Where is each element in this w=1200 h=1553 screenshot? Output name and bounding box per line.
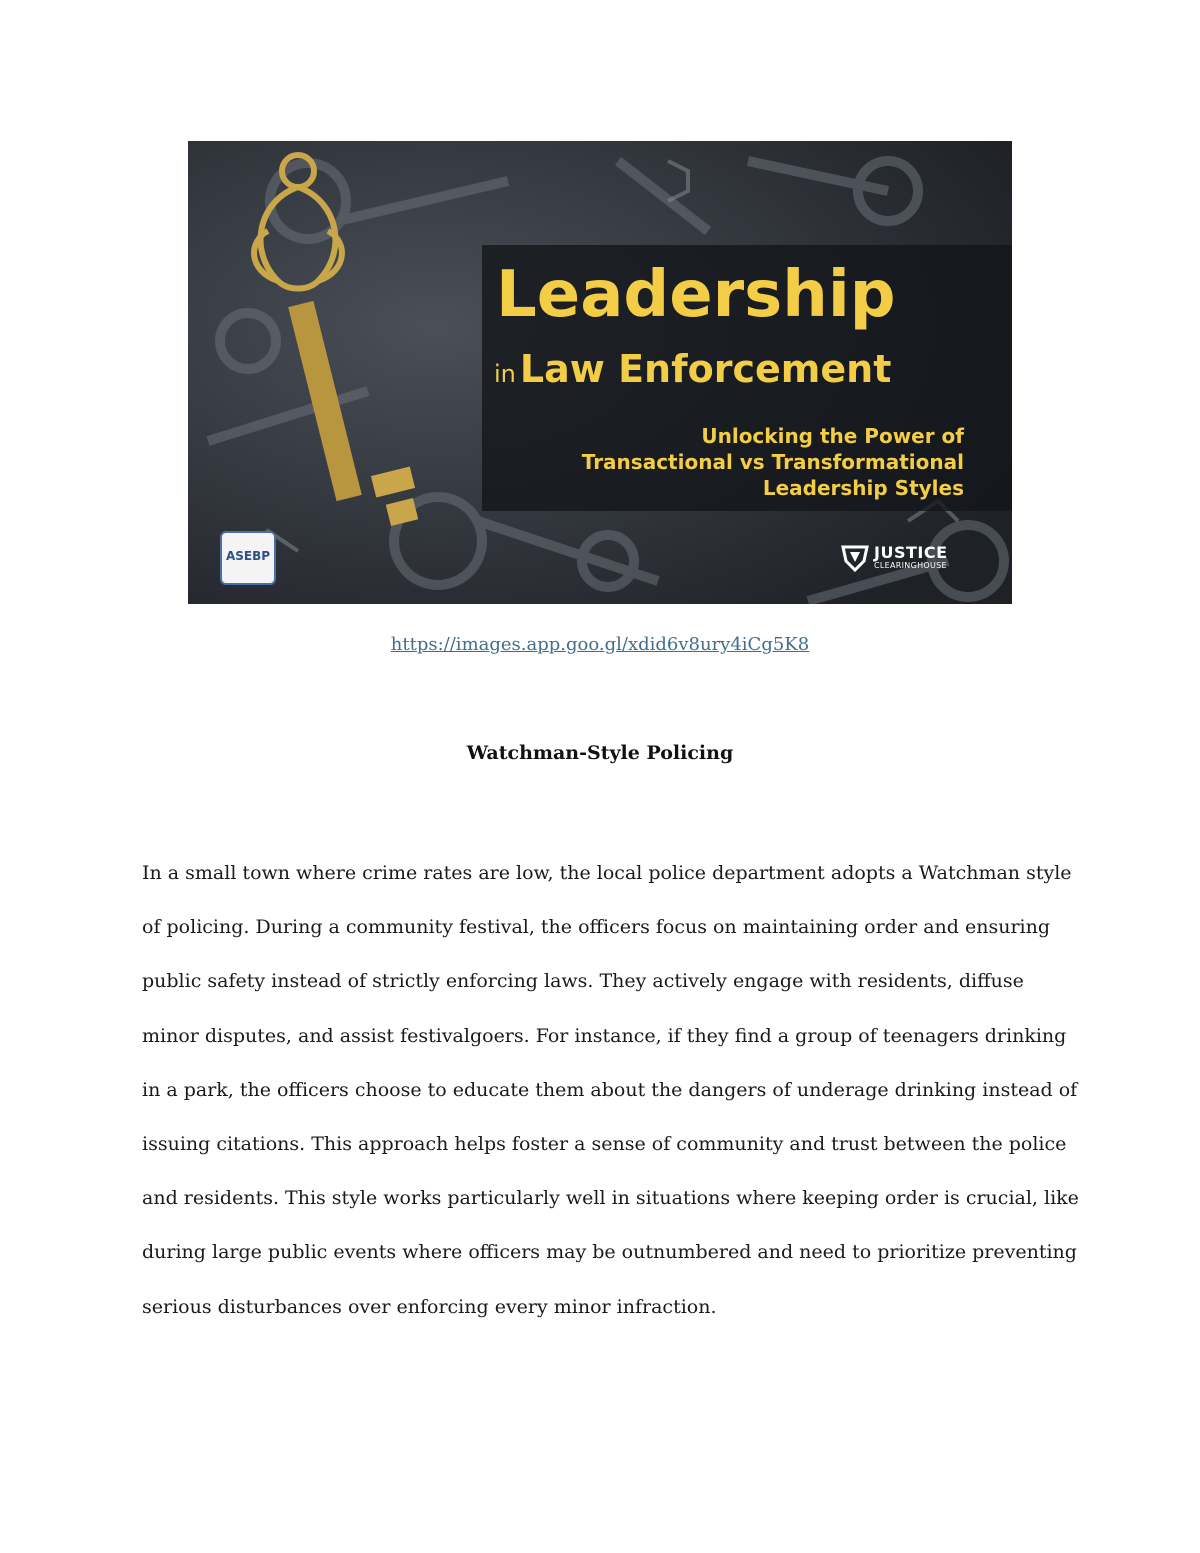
banner-image (188, 141, 1012, 604)
paragraph-line: in a park, the officers choose to educate them about the dangers of underage drinking instead of (142, 1078, 1078, 1101)
banner-subtitle (494, 347, 891, 391)
banner-tagline (504, 423, 964, 501)
tagline-line: Leadership Styles (762, 476, 964, 500)
banner-title: Leadership (496, 258, 896, 332)
paragraph-line: public safety instead of strictly enforcing laws. They actively engage with residents, diffuse (142, 970, 1024, 993)
body-paragraph (142, 846, 1079, 1334)
justice-clearinghouse-logo (840, 541, 970, 575)
asebp-logo-text: ASEBP (225, 549, 271, 563)
tagline-line: Unlocking the Power of (701, 424, 964, 448)
banner-subtitle-big: Law Enforcement (519, 347, 892, 391)
paragraph-line: and residents. This style works particularly well in situations where keeping order is crucial, like (142, 1187, 1079, 1210)
source-link[interactable]: https://images.app.goo.gl/xdid6v8ury4iCg5K8 (390, 634, 810, 655)
paragraph-line: issuing citations. This approach helps foster a sense of community and trust between the police (142, 1132, 1067, 1155)
shield-icon (840, 543, 870, 573)
paragraph-line: during large public events where officers may be outnumbered and need to prioritize preventing (142, 1241, 1077, 1264)
paragraph-line: minor disputes, and assist festivalgoers. For instance, if they find a group of teenagers drinking (142, 1024, 1067, 1047)
justice-logo-title: JUSTICE (874, 543, 948, 562)
justice-logo-subtitle: CLEARINGHOUSE (874, 561, 947, 570)
source-link-container (0, 634, 1200, 655)
tagline-line: Transactional vs Transformational (581, 450, 964, 474)
page-heading: Watchman-Style Policing (466, 742, 734, 764)
banner-subtitle-small: in (494, 360, 516, 388)
paragraph-line: of policing. During a community festival, the officers focus on maintaining order and ensuring (142, 916, 1051, 939)
paragraph-line: In a small town where crime rates are low, the local police department adopts a Watchman style (142, 862, 1072, 884)
paragraph-line: serious disturbances over enforcing every minor infraction. (142, 1295, 717, 1318)
asebp-logo (220, 531, 276, 585)
